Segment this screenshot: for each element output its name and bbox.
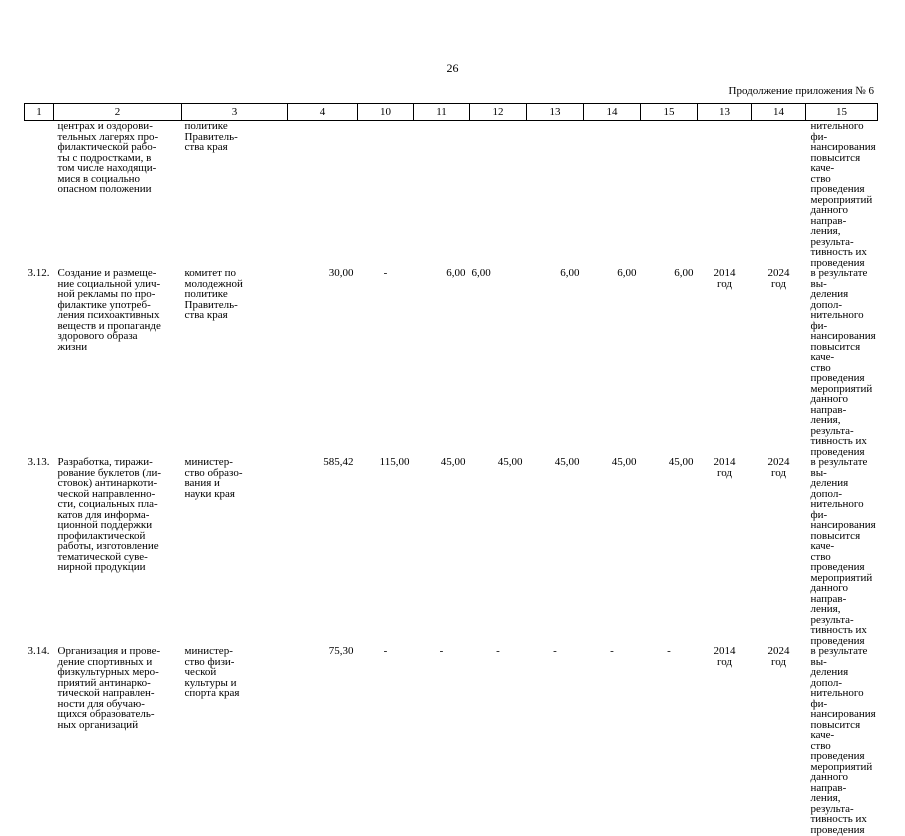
row-number (25, 121, 54, 269)
value-year: - (383, 267, 388, 279)
header-cell: 1 (25, 104, 54, 121)
header-cell: 10 (358, 104, 414, 121)
value-year: 45,00 (611, 456, 637, 468)
value-year: - (667, 645, 671, 657)
executor: министер- ство физи- ческой культуры и спорта края (184, 645, 240, 699)
empty-cell (527, 121, 584, 269)
value-year: - (439, 645, 444, 657)
empty-cell (470, 121, 527, 269)
value-year: 115,00 (379, 456, 410, 468)
empty-cell (414, 121, 470, 269)
header-cell: 15 (806, 104, 878, 121)
end-year: 2024 год (767, 456, 790, 479)
empty-cell (698, 121, 752, 269)
appendix-continuation-label: Продолжение приложения № 6 (728, 85, 874, 97)
measure-name: Создание и размеще- ние социальной улич- ной рекламы по про- филактике употреб- ления психоактивных веществ и пропаганде здорового образа жизни (57, 267, 161, 353)
measures-table (24, 103, 878, 835)
header-cell: 14 (584, 104, 641, 121)
empty-cell (358, 121, 414, 269)
value-total: 30,00 (328, 267, 354, 279)
header-cell: 13 (527, 104, 584, 121)
header-cell: 15 (641, 104, 698, 121)
measure-name: Организация и прове- дение спортивных и физкультурных меро- приятий антинарко- тической направлен- ности для обучаю- щихся образователь- ных организаций (57, 645, 161, 731)
header-cell: 13 (698, 104, 752, 121)
value-year: 6,00 (674, 267, 694, 279)
expected-result: в результате вы- деления допол- нительного фи- нансирования повысится каче- ство проведения мероприятий данного направ- ления, результа- тивность их проведения (810, 456, 876, 647)
value-year: - (553, 645, 557, 657)
expected-result: в результате вы- деления допол- нительного фи- нансирования повысится каче- ство проведения мероприятий данного направ- ления, результа- тивность их проведения (810, 267, 876, 458)
value-total: 585,42 (323, 456, 354, 468)
start-year: 2014 год (713, 645, 736, 668)
value-year: 6,00 (446, 267, 466, 279)
expected-result: в результате вы- деления допол- нительного фи- нансирования повысится каче- ство проведения мероприятий данного направ- ления, результа- тивность их проведения (810, 645, 876, 836)
header-cell: 11 (414, 104, 470, 121)
empty-cell (288, 121, 358, 269)
executor: политике Правитель- ства края (184, 120, 238, 153)
executor: министер- ство образо- вания и науки края (184, 456, 243, 500)
end-year: 2024 год (767, 645, 790, 668)
expected-result: нительного фи- нансирования повысится каче- ство проведения мероприятий данного направ- ления, результа- тивность их проведения (810, 120, 876, 269)
value-total: 75,30 (328, 645, 354, 657)
empty-cell (641, 121, 698, 269)
value-year: - (610, 645, 614, 657)
empty-cell (752, 121, 806, 269)
value-year: 6,00 (471, 267, 491, 279)
value-year: 45,00 (668, 456, 694, 468)
start-year: 2014 год (713, 267, 736, 290)
measure-name: Разработка, тиражи- рование буклетов (ли- стовок) антинаркоти- ческой направленно- сти, социальных пла- катов для информа- ционной поддержки профилактической работы, изготовление тематической суве- нирной продукции (57, 456, 162, 573)
row-number: 3.13. (27, 456, 50, 468)
value-year: 45,00 (554, 456, 580, 468)
empty-cell (584, 121, 641, 269)
header-cell: 4 (288, 104, 358, 121)
table-row (25, 646, 878, 835)
row-number: 3.14. (27, 645, 50, 657)
start-year: 2014 год (713, 456, 736, 479)
page-number: 26 (446, 61, 459, 75)
header-cell: 14 (752, 104, 806, 121)
table-row (25, 268, 878, 457)
value-year: 45,00 (440, 456, 466, 468)
header-cell: 2 (54, 104, 182, 121)
end-year: 2024 год (767, 267, 790, 290)
row-number: 3.12. (27, 267, 50, 279)
table-row (25, 457, 878, 646)
value-year: 6,00 (560, 267, 580, 279)
value-year: 45,00 (497, 456, 523, 468)
header-cell: 12 (470, 104, 527, 121)
value-year: 6,00 (617, 267, 637, 279)
measure-name: центрах и оздорови- тельных лагерях про- филактической рабо- ты с подростками, в том числе находящи- мися в социально опасном положении (57, 120, 159, 195)
header-cell: 3 (182, 104, 288, 121)
table-row-continuation (25, 121, 878, 269)
value-year: - (496, 645, 500, 657)
executor: комитет по молодежной политике Правитель- ства края (184, 267, 243, 321)
value-year: - (383, 645, 388, 657)
header-row (25, 104, 878, 121)
